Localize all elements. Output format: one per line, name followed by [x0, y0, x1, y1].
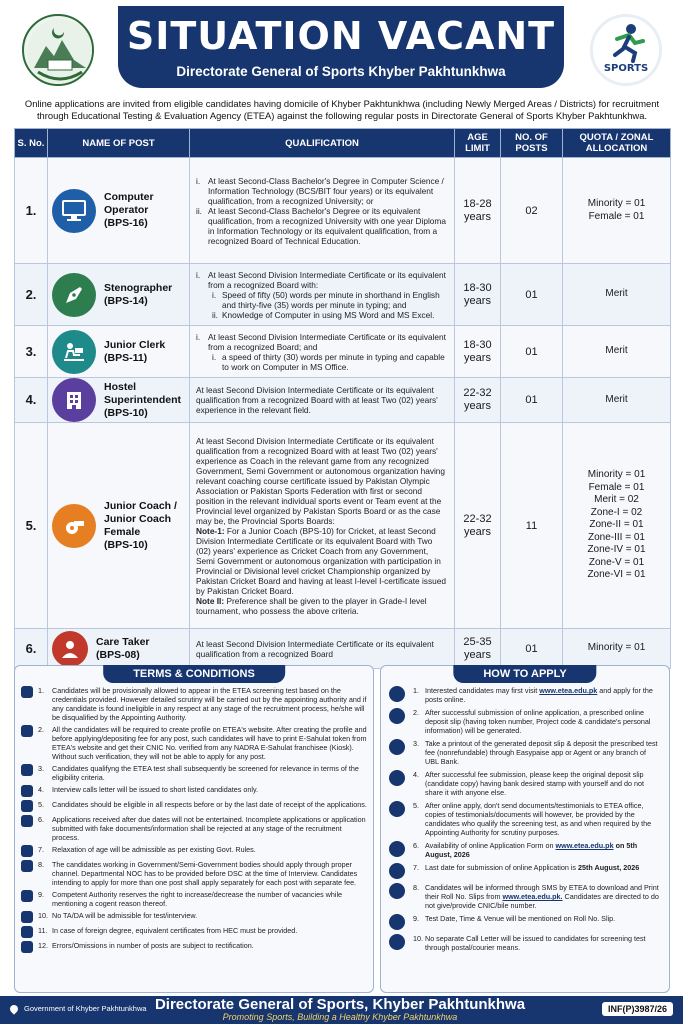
qual-num: i. — [196, 331, 201, 342]
qual-num: i. — [196, 175, 201, 186]
whistle-icon — [52, 504, 96, 548]
term-num: 3. — [38, 764, 44, 773]
clock-icon — [389, 914, 405, 930]
post-name: Computer Operator — [104, 191, 154, 216]
term-text: Candidates will be provisionally allowed to appear in the ETEA screening test based on the credentials provided. However detailed scrutiny will be carried out by the appointing authority and if any candidate is found ineligible in any respect at any stage of the recruitment process, he/she will be disqualified by the Appointing Authority. — [52, 686, 367, 722]
quota-line: Zone-IV = 01 — [587, 544, 646, 556]
apply-step — [389, 914, 661, 930]
runner-icon — [593, 17, 659, 63]
term-item — [21, 941, 367, 953]
term-item — [21, 911, 367, 923]
age-cell: 18-30 years — [455, 264, 501, 326]
qual-num: i. — [212, 351, 217, 362]
note-text: For a Junior Coach (BPS-10) for Cricket, at least Second Division Intermediate Certificate or its equivalent Board with Two (02) years' experience as Cricket Coach from any Government, Semi Government or autonomous organization with participation in Provincial or Divisional level cricket Championship organized by Pakistan Cricket Board and having at least I-level I-certificate issued by Pakistan Cricket Board. — [196, 525, 446, 596]
step-num: 4. — [413, 770, 419, 779]
term-text: Competent Authority reserves the right to increase/decrease the number of vacancies while mentioning a cogent reason thereof. — [52, 890, 343, 908]
deposit-slip-icon — [389, 708, 405, 724]
quota-line: Zone-III = 01 — [588, 531, 645, 543]
sports-logo-label: SPORTS — [603, 63, 649, 74]
briefcase-icon — [21, 860, 33, 872]
clerk-desk-icon — [52, 330, 96, 374]
step-text: 25th August, 2026 — [578, 863, 640, 872]
term-item — [21, 860, 367, 887]
degree-icon — [21, 926, 33, 938]
age-cell: 22-32 years — [455, 423, 501, 629]
post-bps: (BPS-11) — [104, 351, 148, 364]
term-num: 4. — [38, 785, 44, 794]
footer-title: Directorate General of Sports, Khyber Pakhtunkhwa — [154, 996, 526, 1013]
post-bps: (BPS-10) — [104, 406, 148, 419]
table-row — [15, 423, 671, 629]
sno-cell: 5. — [15, 423, 48, 629]
apply-step — [389, 708, 661, 735]
term-item — [21, 800, 367, 812]
posts-count-cell: 11 — [501, 423, 563, 629]
step-text: and apply for the posts online. — [425, 686, 653, 704]
quota-line: Female = 01 — [588, 481, 645, 493]
qualification-cell — [190, 158, 455, 264]
header — [0, 0, 683, 92]
apply-step — [389, 801, 661, 837]
footer-government: Government of Khyber Pakhtunkhwa — [24, 1004, 147, 1013]
posts-table — [14, 128, 671, 669]
quota-cell — [563, 629, 671, 669]
etea-link[interactable]: www.etea.edu.pk — [539, 686, 598, 695]
post-cell — [48, 158, 190, 264]
age-cell: 18-30 years — [455, 326, 501, 378]
post-bps: (BPS-16) — [104, 217, 148, 229]
terms-title: TERMS & CONDITIONS — [103, 665, 285, 683]
edit-icon — [21, 941, 33, 953]
calendar-icon — [389, 841, 405, 857]
qual-num: i. — [212, 289, 217, 300]
step-num: 9. — [413, 914, 419, 923]
apply-step — [389, 934, 661, 952]
step-text: After online apply, don't send documents/testimonials to ETEA office, copies of testimonials/documents will however, be provided by the candidates who qualify the screening test, as and when required by the Appointing Authority for scrutiny purposes. — [425, 801, 652, 837]
quota-cell — [563, 158, 671, 264]
quota-line: Zone-II = 01 — [589, 519, 644, 531]
term-num: 7. — [38, 845, 44, 854]
quota-cell — [563, 326, 671, 378]
reject-icon — [21, 815, 33, 827]
step-text: Availability of online Application Form on — [425, 841, 556, 850]
footer — [0, 996, 683, 1024]
checklist-icon — [21, 764, 33, 776]
post-cell — [48, 264, 190, 326]
term-num: 5. — [38, 800, 44, 809]
post-name: Junior Clerk — [104, 338, 166, 351]
term-num: 1. — [38, 686, 44, 695]
etea-link[interactable]: www.etea.edu.pk. — [502, 892, 563, 901]
post-cell — [48, 629, 190, 669]
term-item — [21, 785, 367, 797]
footer-tagline: Promoting Sports, Building a Healthy Khyber Pakhtunkhwa — [222, 1012, 458, 1022]
step-text: Last date for submission of online Application is — [425, 863, 579, 872]
documents-icon — [389, 801, 405, 817]
sports-logo — [590, 14, 662, 86]
apply-title: HOW TO APPLY — [453, 665, 596, 683]
check-icon — [21, 800, 33, 812]
quota-line: Zone-VI = 01 — [587, 569, 646, 581]
receipt-icon — [389, 770, 405, 786]
term-item — [21, 845, 367, 857]
term-num: 10. — [38, 911, 48, 920]
sno-cell: 1. — [15, 158, 48, 264]
term-item — [21, 815, 367, 842]
qualification-cell — [190, 326, 455, 378]
apply-step — [389, 739, 661, 766]
term-num: 9. — [38, 890, 44, 899]
header-posts: NO. OF POSTS — [501, 129, 563, 158]
qual-text: Speed of fifty (50) words per minute in shorthand in English and thirty-five (35) words per minute in typing; and — [222, 289, 440, 310]
sms-icon — [389, 883, 405, 899]
term-text: Applications received after due dates will not be entertained. Incomplete applications or application submitted with fake documents/information shall be rejected at any stage of the recruitment process. — [52, 815, 366, 842]
computer-icon — [52, 189, 96, 233]
post-bps: (BPS-10) — [104, 538, 148, 551]
term-text: Interview calls letter will be issued to short listed candidates only. — [52, 785, 259, 794]
sno-cell: 3. — [15, 326, 48, 378]
printer-icon — [389, 739, 405, 755]
term-num: 6. — [38, 815, 44, 824]
table-row — [15, 264, 671, 326]
age-cell: 25-35 years — [455, 629, 501, 669]
step-num: 2. — [413, 708, 419, 717]
quota-line: Merit = 02 — [594, 494, 639, 506]
qual-num: i. — [196, 269, 201, 280]
profile-icon — [21, 725, 33, 737]
qual-num: ii. — [196, 205, 202, 216]
table-header-row — [15, 129, 671, 158]
post-cell — [48, 423, 190, 629]
age-cell: 22-32 years — [455, 378, 501, 423]
qual-text: At least Second Division Intermediate Certificate or its equivalent qualification from a recognized Board with at least Two (02) years' experience as Coach in the relevant game from any recognized Government, Semi Government or autonomous organization having relevant coaching course certificate issued by Pakistan Olympic Association or Pakistan Sports Federation with first or second position in the relevant individual sports event or Team event at the Provincial level organized by Pakistan Sports Board or as the case may be, the Provincial Sports Boards: — [196, 435, 446, 526]
qual-text: Knowledge of Computer in using MS Word and MS Excel. — [222, 309, 435, 320]
title-banner — [118, 6, 564, 88]
apply-step — [389, 883, 661, 910]
term-num: 12. — [38, 941, 48, 950]
post-bps: (BPS-08) — [96, 648, 140, 661]
step-num: 1. — [413, 686, 419, 695]
quota-line: Merit — [605, 393, 628, 405]
header-qualification: QUALIFICATION — [190, 129, 455, 158]
posts-count-cell: 01 — [501, 326, 563, 378]
qualification-cell: At least Second Division Intermediate Certificate or its equivalent qualification from a recognized Board — [190, 629, 455, 669]
apply-step — [389, 863, 661, 879]
term-text: Candidates should be eligible in all respects before or by the last date of receipt of the applications. — [52, 800, 367, 809]
globe-icon — [389, 686, 405, 702]
step-num: 3. — [413, 739, 419, 748]
term-text: Candidates qualifyng the ETEA test shall subsequently be screened for relevance in terms of the eligibility criteria. — [52, 764, 359, 782]
term-text: All the candidates will be required to create profile on ETEA's website. After creating the profile and before applying/depositing fee for any post, such candidates will have to print E-Sahulat token from ETEA's website and get their CNIC No. verified from any NADRA E-Sahulat franchisee (Kiosk). Without such verification, they will not be able to apply for any post. — [52, 725, 367, 761]
post-bps: (BPS-14) — [104, 294, 148, 307]
quota-line: Zone-V = 01 — [588, 556, 645, 568]
no-money-icon — [21, 911, 33, 923]
post-name: Junior Coach / Junior Coach Female — [104, 499, 177, 538]
quota-line: Female = 01 — [588, 210, 645, 222]
apply-steps — [389, 686, 661, 956]
note-label: Note II: — [196, 595, 225, 606]
term-item — [21, 764, 367, 782]
pen-nib-icon — [52, 273, 96, 317]
qual-text: At least Second Division Intermediate Certificate or its equivalent from a recognized Board; and — [208, 331, 446, 352]
posts-count-cell: 01 — [501, 378, 563, 423]
sno-cell: 6. — [15, 629, 48, 669]
care-taker-icon — [52, 631, 88, 667]
step-text: Take a printout of the generated deposit slip & deposit the prescribed test fee (nonrefundable) through Easypaise app or Agent or any branch of UBL Bank. — [425, 739, 658, 766]
post-cell — [48, 326, 190, 378]
table-row — [15, 158, 671, 264]
step-text: Candidates are directed to do not give/provide CNIC/bile number. — [425, 892, 659, 910]
step-text: After successful submission of online application, a prescribed online deposit slip (having token number, Project code & candidate's personal information) will be generated. — [425, 708, 651, 735]
sno-cell: 2. — [15, 264, 48, 326]
quota-cell — [563, 264, 671, 326]
step-text: After successful fee submission, please keep the original deposit slip (candidate copy) having bank desired stamp with yourself and do not share it with anyone else. — [425, 770, 644, 797]
location-pin-icon — [8, 1003, 19, 1014]
how-to-apply-panel — [380, 665, 670, 993]
apply-step — [389, 686, 661, 704]
term-text: No TA/DA will be admissible for test/interview. — [52, 911, 198, 920]
quota-cell — [563, 378, 671, 423]
term-text: In case of foreign degree, equivalent certificates from HEC must be provided. — [52, 926, 298, 935]
qual-text: At least Second Division Intermediate Certificate or its equivalent from a recognized Board with: — [208, 269, 446, 290]
posts-count-cell: 02 — [501, 158, 563, 264]
term-item — [21, 686, 367, 722]
building-icon — [52, 378, 96, 422]
etea-link[interactable]: www.etea.edu.pk — [555, 841, 614, 850]
header-post: NAME OF POST — [48, 129, 190, 158]
step-num: 8. — [413, 883, 419, 892]
term-text: Relaxation of age will be admissible as per existing Govt. Rules. — [52, 845, 256, 854]
post-name: Stenographer — [104, 281, 173, 294]
interview-icon — [21, 785, 33, 797]
term-num: 8. — [38, 860, 44, 869]
term-item — [21, 890, 367, 908]
quota-line: Merit — [605, 345, 628, 357]
step-text: Candidates will be informed through SMS by ETEA to download and Print their Roll No. Slips from — [425, 883, 659, 901]
age-icon — [21, 845, 33, 857]
table-row — [15, 378, 671, 423]
step-num: 10. — [413, 934, 423, 943]
quota-cell — [563, 423, 671, 629]
inf-number-badge: INF(P)3987/26 — [602, 1002, 673, 1016]
age-cell: 18-28 years — [455, 158, 501, 264]
term-item — [21, 725, 367, 761]
qual-num: ii. — [212, 309, 218, 320]
qualification-cell: At least Second Division Intermediate Certificate or its equivalent qualification from a recognized Board with at least Two (02) years' experience in the relevant field. — [190, 378, 455, 423]
post-name: Hostel Superintendent — [104, 380, 182, 406]
note-text: Preference shall be given to the player in Grade-I level tournament, who possess the above criteria. — [196, 595, 427, 616]
intro-paragraph: Online applications are invited from eligible candidates having domicile of Khyber Pakhtunkhwa (including Newly Merged Areas / Districts) for recruitment through Educational Testing & Evaluation Agency (ETEA) against the following regular posts in Directorate General of Sports Khyber Pakhtunkhwa. — [24, 98, 660, 121]
quota-line: Minority = 01 — [587, 469, 646, 481]
step-text: No separate Call Letter will be issued to candidates for screening test through postal/courier means. — [425, 934, 646, 952]
qualification-cell — [190, 423, 455, 629]
term-num: 2. — [38, 725, 44, 734]
step-num: 7. — [413, 863, 419, 872]
apply-step — [389, 770, 661, 797]
note-label: Note-1: — [196, 525, 225, 536]
post-cell — [48, 378, 190, 423]
terms-list — [21, 686, 367, 956]
authority-icon — [21, 890, 33, 902]
sno-cell: 4. — [15, 378, 48, 423]
mail-icon — [389, 934, 405, 950]
header-age: AGE LIMIT — [455, 129, 501, 158]
qualification-cell — [190, 264, 455, 326]
step-text: Test Date, Time & Venue will be mentioned on Roll No. Slip. — [425, 914, 616, 923]
table-row — [15, 326, 671, 378]
posts-count-cell: 01 — [501, 264, 563, 326]
term-text: Errors/Omissions in number of posts are subject to rectification. — [52, 941, 254, 950]
quota-line: Minority = 01 — [587, 198, 646, 209]
page-subtitle: Directorate General of Sports Khyber Pakhtunkhwa — [176, 64, 506, 79]
posts-count-cell: 01 — [501, 629, 563, 669]
term-text: The candidates working in Government/Semi-Government bodies should apply through proper channel. Departmental NOC has to be provided before DSC at the time of Interview. Candidates intending to apply for more than one post shall apply separately for each post with separate fee. — [52, 860, 358, 887]
qual-text: At least Second-Class Bachelor's Degree or its equivalent qualification, from a recognized University with one year Diploma in Information Technology or its equivalent qualification, from a recognized Board of Technical Education. — [208, 205, 446, 246]
qual-text: At least Second-Class Bachelor's Degree in Computer Science / Information Technology (BCS/BIT four years) or its equivalent qualification, from a recognized University; or — [208, 175, 444, 206]
terms-panel — [14, 665, 374, 993]
header-quota: QUOTA / ZONAL ALLOCATION — [563, 129, 671, 158]
term-item — [21, 926, 367, 938]
footer-left — [10, 1004, 147, 1013]
step-num: 6. — [413, 841, 419, 850]
step-text: Interested candidates may first visit — [425, 686, 540, 695]
apply-step — [389, 841, 661, 859]
calendar-icon — [389, 863, 405, 879]
step-text: on 5th August, 2026 — [425, 841, 638, 859]
quota-line: Minority = 01 — [587, 642, 646, 654]
table-row — [15, 629, 671, 669]
term-num: 11. — [38, 926, 48, 935]
post-name: Care Taker — [96, 635, 150, 648]
quota-line: Zone-I = 02 — [590, 506, 643, 518]
kp-government-logo — [22, 14, 94, 86]
document-icon — [21, 686, 33, 698]
step-num: 5. — [413, 801, 419, 810]
qual-text: a speed of thirty (30) words per minute in typing and capable to work on Computer in MS Office. — [222, 351, 445, 372]
header-sno: S. No. — [15, 129, 48, 158]
page-title: SITUATION VACANT — [126, 14, 556, 58]
quota-line: Merit — [605, 288, 628, 300]
